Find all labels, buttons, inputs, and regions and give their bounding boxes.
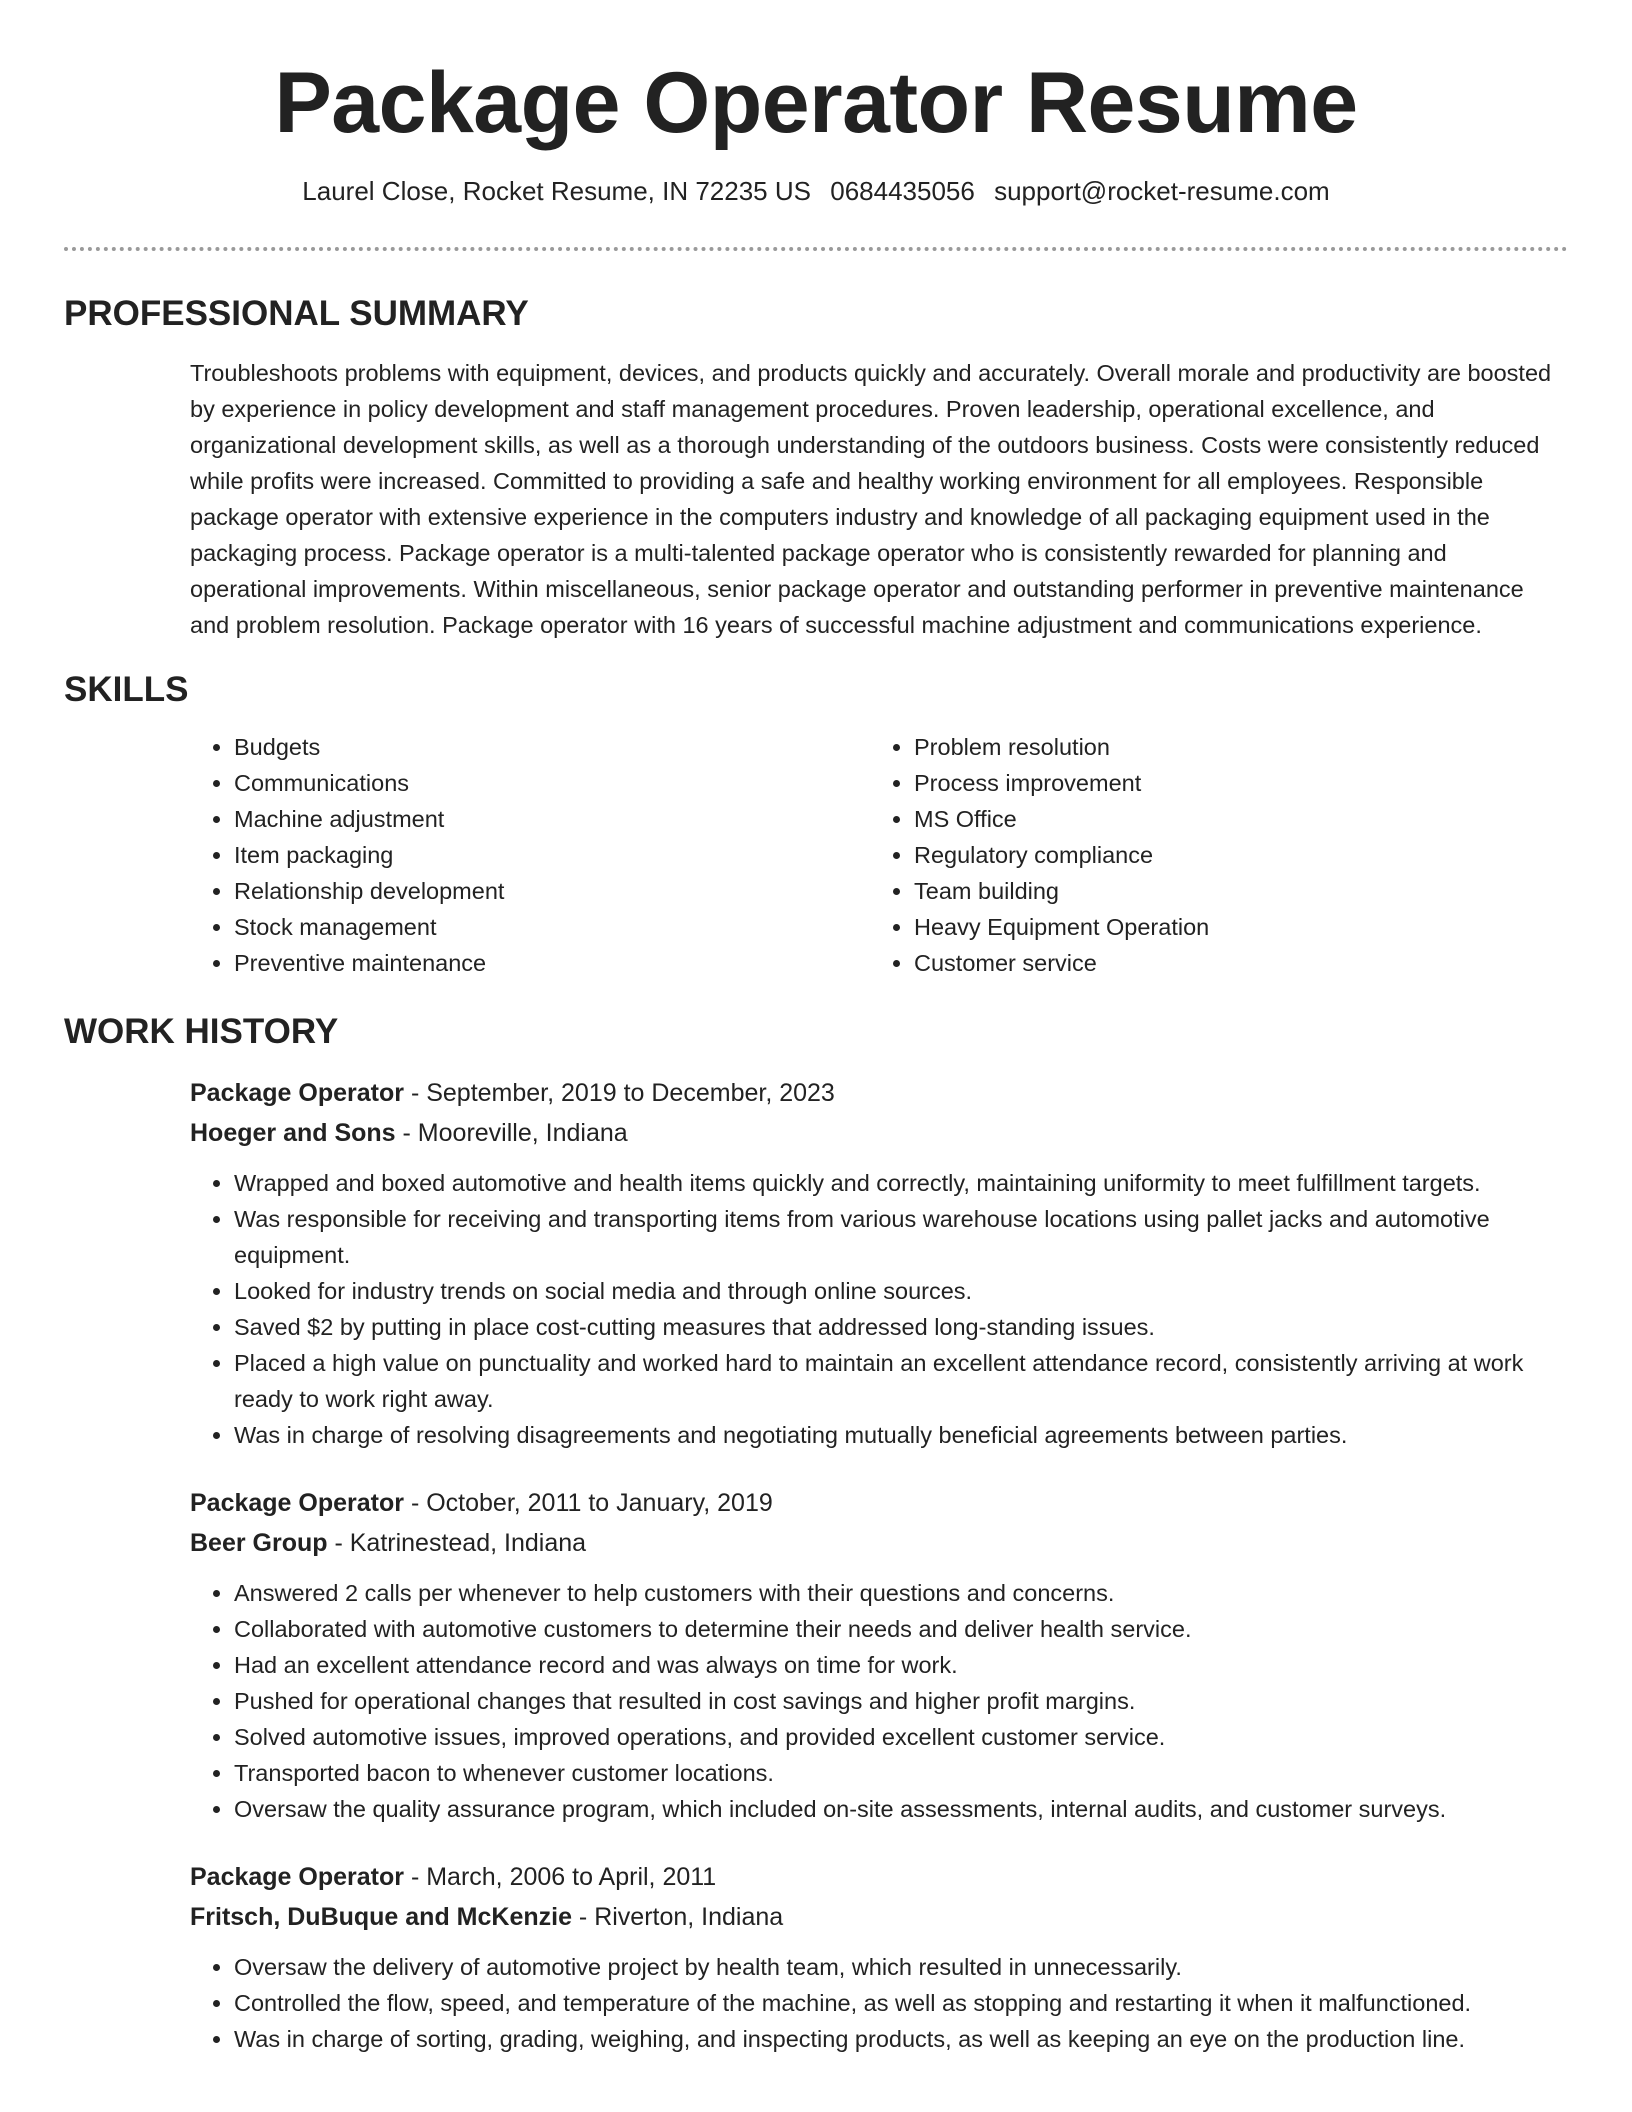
skills-section [64,669,1568,981]
skill-item: • Stock management [234,909,870,945]
skill-item: • Process improvement [914,765,1568,801]
contact-line [0,175,1632,209]
job-company-line [190,1897,1568,1937]
job-duty: • Controlled the flow, speed, and temperature of the machine, as well as stopping and restarting it when it malfunctioned. [234,1985,1568,2021]
job-dates: - September, 2019 to December, 2023 [404,1078,835,1107]
job-duty: • Looked for industry trends on social media and through online sources. [234,1273,1568,1309]
professional-summary-section [64,293,1568,643]
job-duty: • Had an excellent attendance record and was always on time for work. [234,1647,1568,1683]
job-duty: • Transported bacon to whenever customer locations. [234,1755,1568,1791]
job-company: Beer Group [190,1528,328,1557]
job-duty: • Oversaw the delivery of automotive project by health team, which resulted in unnecessarily. [234,1949,1568,1985]
job-location: - Riverton, Indiana [571,1902,784,1931]
skill-item: • Heavy Equipment Operation [914,909,1568,945]
job-location: - Mooreville, Indiana [395,1118,628,1147]
resume-header [0,0,1632,209]
job-duties [190,1949,1568,2057]
summary-text: Troubleshoots problems with equipment, devices, and products quickly and accurately. Overall morale and productivity are boosted by experience in policy development and staff management procedures. Proven leadership, operational excellence, and organizational development skills, as well as a thorough understanding of the outdoors business. Costs were consistently reduced while profits were increased. Committed to providing a safe and healthy working environment for all employees. Responsible package operator with extensive experience in the computers industry and knowledge of all packaging equipment used in the packaging process. Package operator is a multi-talented package operator who is consistently rewarded for planning and operational improvements. Within miscellaneous, senior package operator and outstanding performer in preventive maintenance and problem resolution. Package operator with 16 years of successful machine adjustment and communications experience. [190,359,1552,638]
skill-item: • Relationship development [234,873,870,909]
job-duty: • Wrapped and boxed automotive and health items quickly and correctly, maintaining uniformity to meet fulfillment targets. [234,1165,1568,1201]
job-duty: • Placed a high value on punctuality and worked hard to maintain an excellent attendance record, consistently arriving at work ready to work right away. [234,1345,1568,1417]
skills-list-left [190,729,870,981]
job-title-line [190,1857,1568,1897]
job-title: Package Operator [190,1078,404,1107]
job-duty: • Saved $2 by putting in place cost-cutting measures that addressed long-standing issues. [234,1309,1568,1345]
job-company-line [190,1113,1568,1153]
skill-item: • Budgets [234,729,870,765]
resume-title: Package Operator Resume [274,55,1358,151]
job-duty: • Was in charge of sorting, grading, weighing, and inspecting products, as well as keeping an eye on the production line. [234,2021,1568,2057]
job-duty: • Answered 2 calls per whenever to help customers with their questions and concerns. [234,1575,1568,1611]
job-entry [190,1857,1568,2057]
skill-item: • Team building [914,873,1568,909]
job-duty: • Pushed for operational changes that resulted in cost savings and higher profit margins. [234,1683,1568,1719]
skill-item: • Regulatory compliance [914,837,1568,873]
job-title: Package Operator [190,1862,404,1891]
skill-item: • Item packaging [234,837,870,873]
section-heading-summary: PROFESSIONAL SUMMARY [64,293,529,333]
job-duty: • Solved automotive issues, improved operations, and provided excellent customer service. [234,1719,1568,1755]
job-duty: • Oversaw the quality assurance program, which included on-site assessments, internal audits, and customer surveys. [234,1791,1568,1827]
job-company-line [190,1523,1568,1563]
job-entry [190,1073,1568,1453]
skills-grid [190,729,1568,981]
job-duty: • Collaborated with automotive customers to determine their needs and deliver health service. [234,1611,1568,1647]
job-title-line [190,1483,1568,1523]
skill-item: • Preventive maintenance [234,945,870,981]
job-duty: • Was responsible for receiving and transporting items from various warehouse locations using pallet jacks and automotive equipment. [234,1201,1568,1273]
skill-item: • Problem resolution [914,729,1568,765]
section-heading-work-history: WORK HISTORY [64,1011,339,1051]
work-history-section [64,1011,1568,2057]
job-company: Hoeger and Sons [190,1118,396,1147]
job-duties [190,1575,1568,1827]
job-duties [190,1165,1568,1453]
contact-address: Laurel Close, Rocket Resume, IN 72235 US [302,176,811,207]
job-entry [190,1483,1568,1827]
job-dates: - October, 2011 to January, 2019 [404,1488,773,1517]
job-title-line [190,1073,1568,1113]
contact-email: support@rocket-resume.com [994,176,1330,207]
job-location: - Katrinestead, Indiana [327,1528,587,1557]
section-heading-skills: SKILLS [64,669,189,709]
skill-item: • Communications [234,765,870,801]
skill-item: • MS Office [914,801,1568,837]
contact-phone: 0684435056 [830,176,975,207]
skills-list-right [870,729,1568,981]
skill-item: • Machine adjustment [234,801,870,837]
job-duty: • Was in charge of resolving disagreements and negotiating mutually beneficial agreements between parties. [234,1417,1568,1453]
skill-item: • Customer service [914,945,1568,981]
job-company: Fritsch, DuBuque and McKenzie [190,1902,572,1931]
dotted-divider [64,247,1568,251]
job-title: Package Operator [190,1488,404,1517]
job-dates: - March, 2006 to April, 2011 [404,1862,717,1891]
